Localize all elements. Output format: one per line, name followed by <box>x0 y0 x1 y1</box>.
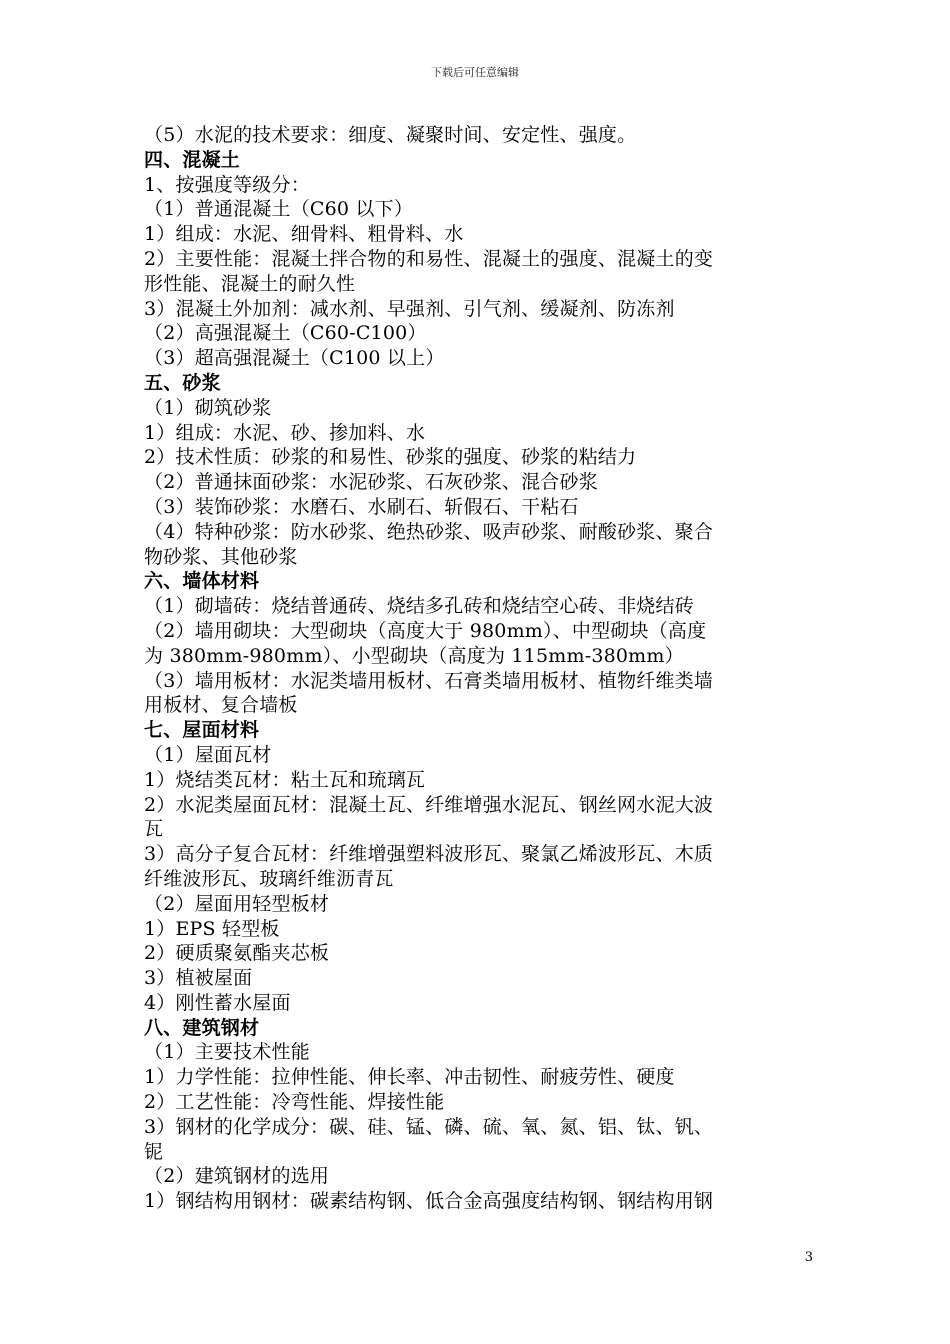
text-line: 物砂浆、其他砂浆 <box>144 545 298 568</box>
text-line: 2）硬质聚氨酯夹芯板 <box>144 942 330 965</box>
text-line: （3）装饰砂浆：水磨石、水刷石、斩假石、干粘石 <box>144 495 579 518</box>
page-header: 下载后可任意编辑 <box>431 66 519 79</box>
text-line: 用板材、复合墙板 <box>144 694 298 717</box>
text-line: 3）钢材的化学成分：碳、硅、锰、磷、硫、氧、氮、铝、钛、钒、 <box>144 1115 714 1138</box>
text-line: （3）墙用板材：水泥类墙用板材、石膏类墙用板材、植物纤维类墙 <box>144 669 714 692</box>
text-line: 1）EPS 轻型板 <box>144 917 280 940</box>
section-heading: 八、建筑钢材 <box>144 1016 260 1039</box>
text-line: （4）特种砂浆：防水砂浆、绝热砂浆、吸声砂浆、耐酸砂浆、聚合 <box>144 520 714 543</box>
text-line: （2）建筑钢材的选用 <box>144 1165 330 1188</box>
text-line: 2）水泥类屋面瓦材：混凝土瓦、纤维增强水泥瓦、钢丝网水泥大波 <box>144 793 714 816</box>
section-heading: 七、屋面材料 <box>144 719 260 742</box>
text-line: （3）超高强混凝土（C100 以上） <box>144 347 445 370</box>
text-line: （1）砌筑砂浆 <box>144 396 272 419</box>
text-line: 4）刚性蓄水屋面 <box>144 991 291 1014</box>
text-line: 纤维波形瓦、玻璃纤维沥青瓦 <box>144 867 394 890</box>
text-line: 3）高分子复合瓦材：纤维增强塑料波形瓦、聚氯乙烯波形瓦、木质 <box>144 843 714 866</box>
text-line: 3）混凝土外加剂：减水剂、早强剂、引气剂、缓凝剂、防冻剂 <box>144 297 675 320</box>
section-heading: 五、砂浆 <box>144 371 221 394</box>
page-number: 3 <box>804 1250 813 1265</box>
text-line: （2）屋面用轻型板材 <box>144 892 330 915</box>
text-line: 1、按强度等级分： <box>144 173 310 196</box>
text-line: 1）力学性能：拉伸性能、伸长率、冲击韧性、耐疲劳性、硬度 <box>144 1066 675 1089</box>
document-body <box>144 123 808 1214</box>
text-line: （1）普通混凝土（C60 以下） <box>144 198 414 221</box>
text-line: 铌 <box>144 1140 164 1163</box>
section-heading: 四、混凝土 <box>144 148 241 171</box>
text-line: （2）墙用砌块：大型砌块（高度大于 980mm）、中型砌块（高度 <box>144 619 707 642</box>
text-line: （5）水泥的技术要求：细度、凝聚时间、安定性、强度。 <box>144 124 637 146</box>
section-heading: 六、墙体材料 <box>144 570 260 593</box>
text-line: 1）钢结构用钢材：碳素结构钢、低合金高强度结构钢、钢结构用钢 <box>144 1190 714 1213</box>
text-line: 2）工艺性能：冷弯性能、焊接性能 <box>144 1091 445 1114</box>
text-line: 2）技术性质：砂浆的和易性、砂浆的强度、砂浆的粘结力 <box>144 446 637 469</box>
text-line: 3）植被屋面 <box>144 967 253 990</box>
text-line: （1）砌墙砖：烧结普通砖、烧结多孔砖和烧结空心砖、非烧结砖 <box>144 595 694 618</box>
text-line: （2）高强混凝土（C60-C100） <box>144 322 427 345</box>
text-line: 1）烧结类瓦材：粘土瓦和琉璃瓦 <box>144 768 426 791</box>
text-line: 2）主要性能：混凝土拌合物的和易性、混凝土的强度、混凝土的变 <box>144 247 714 270</box>
text-line: 形性能、混凝土的耐久性 <box>144 272 356 295</box>
text-line: （1）屋面瓦材 <box>144 743 272 766</box>
text-line: （2）普通抹面砂浆：水泥砂浆、石灰砂浆、混合砂浆 <box>144 471 598 494</box>
text-line: （1）主要技术性能 <box>144 1041 310 1064</box>
text-line: 为 380mm-980mm）、小型砌块（高度为 115mm-380mm） <box>144 644 684 667</box>
text-line: 瓦 <box>144 818 164 841</box>
text-line: 1）组成：水泥、砂、掺加料、水 <box>144 421 426 444</box>
text-line: 1）组成：水泥、细骨料、粗骨料、水 <box>144 223 464 246</box>
